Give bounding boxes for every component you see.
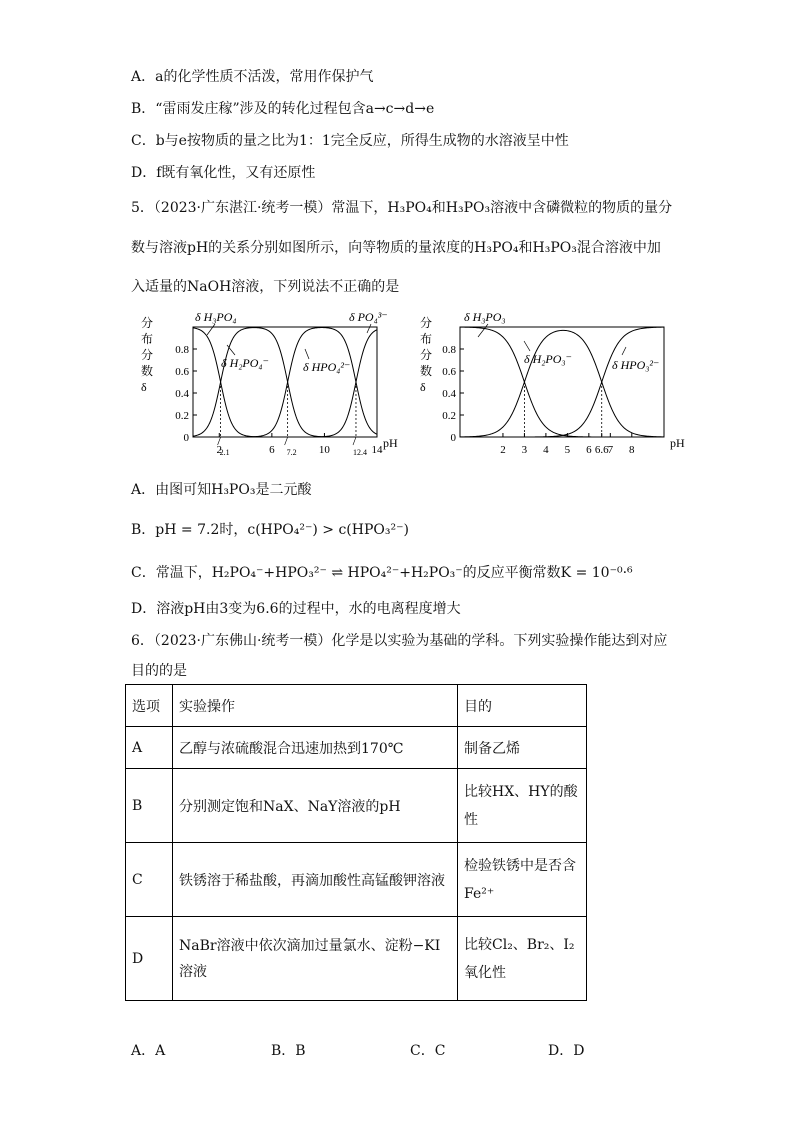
series-label: δ HPO₄²⁻ [303, 360, 351, 374]
header-purpose: 目的 [458, 685, 587, 727]
x-minor-tick [353, 437, 356, 445]
header-option: 选项 [126, 685, 173, 727]
x-tick-label: 14 [371, 444, 383, 456]
y-axis-label-char: 数 [420, 364, 433, 378]
q5-stem-line1: 5．（2023·广东湛江·统考一模）常温下，H₃PO₄和H₃PO₃溶液中含磷微粒的物质的量分 [131, 200, 673, 216]
q5-option-a: A．由图可知H₃PO₃是二元酸 [131, 482, 312, 498]
q6-answer-d: D．D [548, 1043, 585, 1059]
series-line-1 [460, 330, 664, 437]
y-tick-label: 0.8 [175, 344, 189, 356]
series-leader-line [478, 324, 488, 337]
x-tick-label: 10 [318, 444, 330, 456]
q5-stem-line3: 入适量的NaOH溶液，下列说法不正确的是 [131, 279, 400, 295]
x-tick-label: 4 [543, 444, 549, 456]
series-leader-line [207, 324, 215, 335]
y-tick-label: 0.6 [175, 366, 189, 378]
q5-stem-line2: 数与溶液pH的关系分别如图所示，向等物质的量浓度的H₃PO₄和H₃PO₃混合溶液中加 [131, 240, 661, 256]
series-label: δ H₂PO₃⁻ [524, 352, 572, 366]
y-tick-label: 0.2 [175, 410, 189, 422]
x-tick-label: 6.6 [594, 444, 609, 456]
x-minor-tick-label: 7.2 [286, 448, 297, 457]
x-tick-label: 8 [629, 444, 635, 456]
table-row [126, 917, 587, 1001]
table-row [126, 769, 587, 843]
series-leader-line [622, 347, 626, 355]
table-row [126, 843, 587, 917]
series-label: δ PO₄³⁻ [349, 310, 388, 324]
x-tick-label: 2 [216, 444, 223, 456]
row-operation: NaBr溶液中依次滴加过量氯水、淀粉−KI溶液 [173, 917, 458, 1001]
x-tick-label: 3 [521, 444, 528, 456]
series-leader-line [524, 341, 530, 351]
row-option: C [126, 843, 173, 917]
y-axis-label-char: δ [141, 380, 147, 394]
q5-option-b: B．pH = 7.2时，c(HPO₄²⁻) > c(HPO₃²⁻) [131, 522, 409, 538]
x-tick-label: 5 [564, 444, 571, 456]
row-purpose: 制备乙烯 [458, 727, 587, 769]
header-operation: 实验操作 [173, 685, 458, 727]
row-option: A [126, 727, 173, 769]
series-line-0 [460, 327, 664, 437]
plot-frame [460, 327, 664, 437]
row-purpose: 检验铁锈中是否含Fe²⁺ [458, 843, 587, 917]
y-axis-label-char: 布 [420, 332, 433, 346]
q6-answer-a: A．A [131, 1043, 166, 1059]
row-purpose: 比较HX、HY的酸性 [458, 769, 587, 843]
series-label: δ H₃PO₃ [464, 310, 506, 324]
table-row [126, 727, 587, 769]
series-label: δ H₃PO₄ [195, 310, 237, 324]
y-axis-label-char: 分 [141, 348, 154, 362]
y-tick-label: 0 [450, 432, 456, 444]
y-tick-label: 0.6 [442, 366, 456, 378]
y-tick-label: 0.4 [442, 388, 456, 400]
y-tick-label: 0 [183, 432, 189, 444]
row-operation: 分别测定饱和NaX、NaY溶液的pH [173, 769, 458, 843]
y-tick-label: 0.4 [175, 388, 189, 400]
series-leader-line [367, 324, 371, 333]
x-minor-tick-label: 2.1 [219, 448, 230, 457]
row-option: B [126, 769, 173, 843]
series-line-1 [193, 328, 377, 437]
y-axis-label-char: δ [420, 380, 426, 394]
q5-option-d: D．溶液pH由3变为6.6的过程中，水的电离程度增大 [131, 601, 461, 617]
q4-option-b: B．“雷雨发庄稼”涉及的转化过程包含a→c→d→e [131, 101, 435, 117]
x-tick-label: 6 [586, 444, 592, 456]
row-operation: 乙醇与浓硫酸混合迅速加热到170℃ [173, 727, 458, 769]
series-line-2 [460, 327, 664, 437]
x-minor-tick-label: 12.4 [352, 448, 367, 457]
table-header-row [126, 685, 587, 727]
x-minor-tick [285, 437, 288, 445]
series-label: δ H₂PO₄⁻ [221, 356, 269, 370]
y-axis-label-char: 布 [141, 332, 154, 346]
h3po3-distribution-chart [412, 305, 702, 465]
q6-answer-c: C．C [410, 1043, 446, 1059]
q4-option-d: D．f既有氧化性，又有还原性 [131, 165, 316, 181]
experiment-table [125, 684, 587, 1001]
y-axis-label-char: 分 [420, 316, 433, 330]
x-axis-label: pH [383, 436, 398, 450]
y-tick-label: 0.8 [442, 344, 456, 356]
y-axis-label-char: 数 [141, 364, 154, 378]
y-tick-label: 0.2 [442, 410, 456, 422]
q4-option-c: C．b与e按物质的量之比为1：1完全反应，所得生成物的水溶液呈中性 [131, 133, 569, 149]
row-purpose: 比较Cl₂、Br₂、I₂氧化性 [458, 917, 587, 1001]
row-operation: 铁锈溶于稀盐酸，再滴加酸性高锰酸钾溶液 [173, 843, 458, 917]
q6-answer-b: B．B [271, 1043, 306, 1059]
y-axis-label-char: 分 [141, 316, 154, 330]
y-axis-label-char: 分 [420, 348, 433, 362]
q6-stem-line2: 目的的是 [131, 663, 187, 679]
q6-stem-line1: 6．（2023·广东佛山·统考一模）化学是以实验为基础的学科。下列实验操作能达到对应 [131, 633, 668, 649]
q4-option-a: A．a的化学性质不活泼，常用作保护气 [131, 69, 374, 85]
series-label: δ HPO₃²⁻ [612, 358, 660, 372]
x-tick-label: 2 [500, 444, 506, 456]
x-tick-label: 6 [269, 444, 275, 456]
h3po4-distribution-chart [135, 305, 415, 465]
row-option: D [126, 917, 173, 1001]
x-axis-label: pH [670, 436, 685, 450]
series-leader-line [305, 349, 309, 359]
x-tick-label: 7 [607, 444, 614, 456]
q5-option-c: C．常温下，H₂PO₄⁻+HPO₃²⁻ ⇌ HPO₄²⁻+H₂PO₃⁻的反应平衡常数K = 10⁻⁰·⁶ [131, 565, 633, 581]
